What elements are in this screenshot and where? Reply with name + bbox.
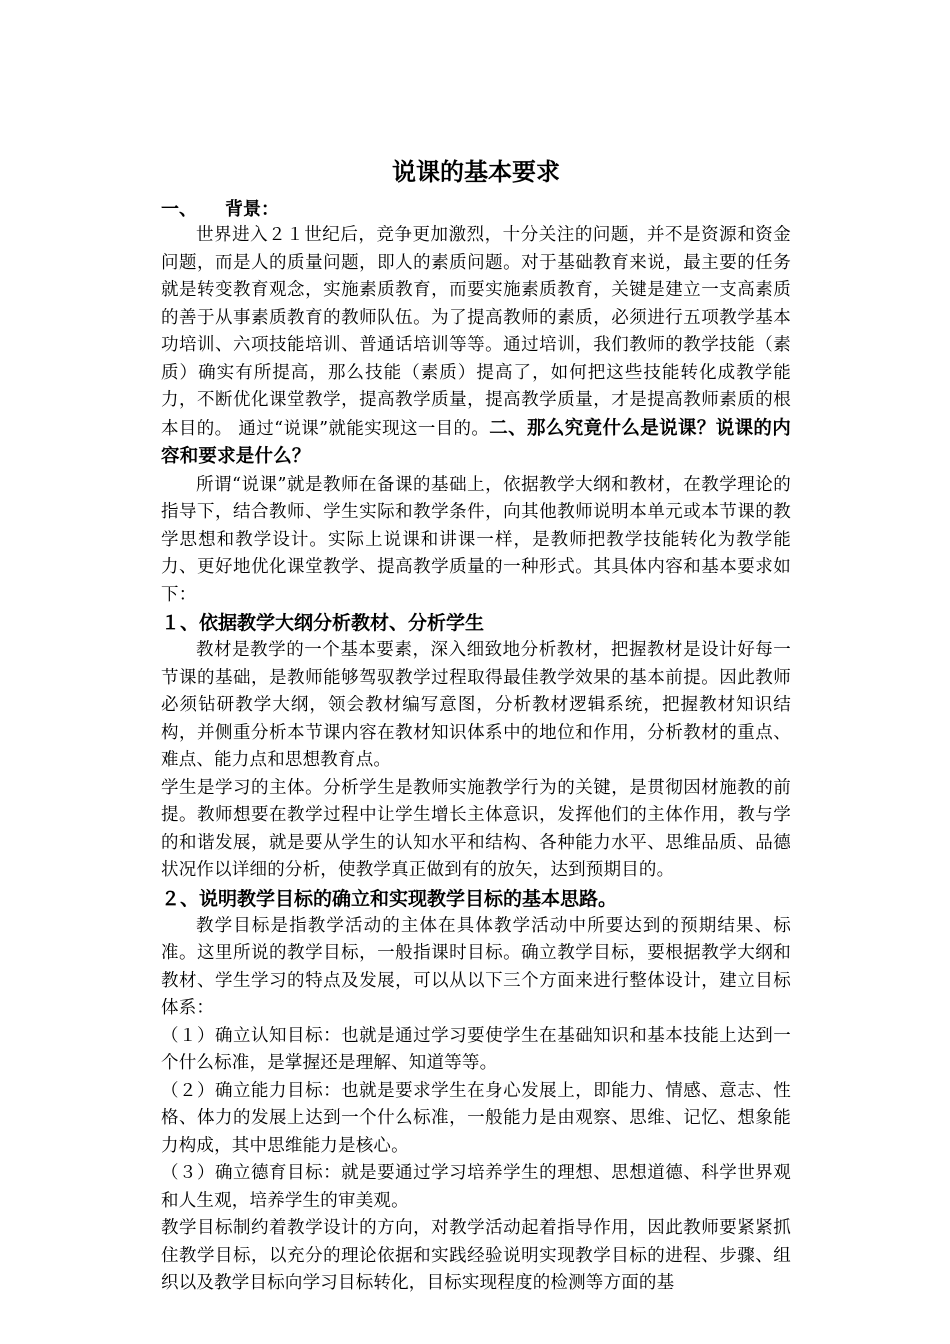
cognitive-goal-paragraph: （１）确立认知目标：也就是通过学习要使学生在基础知识和基本技能上达到一个什么标准，是掌握还是理解、知道等等。 <box>161 1025 791 1073</box>
item-1-heading: １、依据教学大纲分析教材、分析学生 <box>161 612 485 634</box>
background-text: 世界进入２１世纪后，竞争更加激烈，十分关注的问题，并不是资源和资金问题，而是人的质量问题，即人的素质问题。对于基础教育来说，最主要的任务就是转变教育观念，实施素质教育，而要实施素质教育，关键是建立一支高素质的善于从事素质教育的教师队伍。为了提高教师的素质，必须进行五项教学基本功培训、六项技能培训、普通话培训等等。通过培训，我们教师的教学技能（素质）确实有所提高，那么技能（素质）提高了，如何把这些技能转化成教学能力，不断优化课堂教学，提高教学质量，提高教学质量，才是提高教师素质的根本目的。 通过“说课”就能实现这一目的。 <box>161 225 791 439</box>
section-1-title: 背景： <box>225 199 279 220</box>
ability-goal-paragraph: （２）确立能力目标：也就是要求学生在身心发展上，即能力、情感、意志、性格、体力的发展上达到一个什么标准，一般能力是由观察、思维、记忆、想象能力构成，其中思维能力是核心。 <box>161 1080 791 1156</box>
definition-paragraph: 所谓“说课”就是教师在备课的基础上，依据教学大纲和教材，在教学理论的指导下，结合教师、学生实际和教学条件，向其他教师说明本单元或本节课的教学思想和教学设计。实际上说课和讲课一样，是教师把教学技能转化为教学能力、更好地优化课堂教学、提高教学质量的一种形式。其具体内容和基本要求如下： <box>161 474 791 605</box>
section-1-number: 一、 <box>161 199 197 220</box>
goal-constraint-paragraph: 教学目标制约着教学设计的方向，对教学活动起着指导作用，因此教师要紧紧抓住教学目标，以充分的理论依据和实践经验说明实现教学目标的进程、步骤、组织以及教学目标向学习目标转化，目标实现程度的检测等方面的基 <box>161 1218 791 1293</box>
section-2-heading: 二、那么究竟什么是说课？说课的内容和要求是什么？ <box>161 417 791 467</box>
section-1-heading <box>161 198 791 222</box>
background-paragraph <box>161 222 791 472</box>
item-2-heading: ２、说明教学目标的确立和实现教学目标的基本思路。 <box>161 887 618 910</box>
document-title: 说课的基本要求 <box>392 158 560 186</box>
textbook-analysis-paragraph: 教材是教学的一个基本要素，深入细致地分析教材，把握教材是设计好每一节课的基础，是教师能够驾驭教学过程取得最佳教学效果的基本前提。因此教师必须钻研教学大纲，领会教材编写意图，分析教材逻辑系统，把握教材知识结构，并侧重分析本节课内容在教材知识体系中的地位和作用，分析教材的重点、难点、能力点和思想教育点。 <box>161 640 791 770</box>
teaching-goal-paragraph: 教学目标是指教学活动的主体在具体教学活动中所要达到的预期结果、标准。这里所说的教学目标，一般指课时目标。确立教学目标，要根据教学大纲和教材、学生学习的特点及发展，可以从以下三个方面来进行整体设计，建立目标体系： <box>161 915 791 1018</box>
document-page <box>161 150 791 1298</box>
moral-goal-paragraph: （３）确立德育目标：就是要通过学习培养学生的理想、思想道德、科学世界观和人生观，培养学生的审美观。 <box>161 1163 791 1211</box>
student-analysis-paragraph: 学生是学习的主体。分析学生是教师实施教学行为的关键，是贯彻因材施教的前提。教师想要在教学过程中让学生增长主体意识，发挥他们的主体作用，教与学的和谐发展，就是要从学生的认知水平和结构、各种能力水平、思维品质、品德状况作以详细的分析，使教学真正做到有的放矢，达到预期目的。 <box>161 777 791 880</box>
